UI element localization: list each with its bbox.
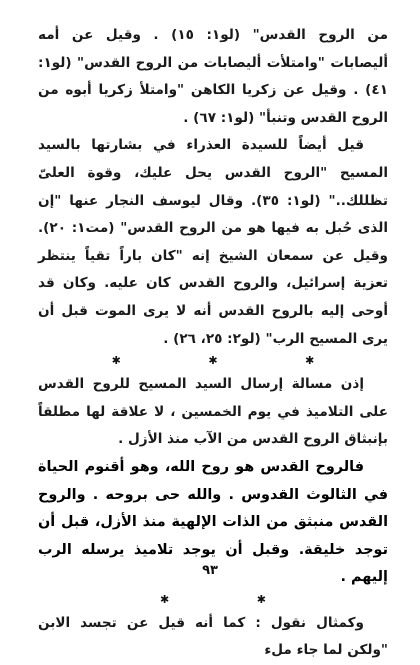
paragraph-holy-spirit-doctrine: فالروح القدس هو روح الله، وهو أقنوم الحياة في الثالوث القدوس . والله حى بروحه . والروح القدس منبثق من الذات الإلهية منذ الأزل، قبل أن توجد خليقة. وقبل أن يوجد تلاميذ يرسله الرب إليهم . [38,458,388,586]
page-number: ٩٣ [202,563,218,578]
paragraph-annunciation: قيل أيضاً للسيدة العذراء في بشارتها بالسيد المسيح "الروح القدس يحل عليك، وقوة العلىّ تظللك.." (لو١: ٣٥). وقال ليوسف النجار عنها "إن الذى حُبل به فيها هو من الروح القدس" (مت١: ٢٠). وقيل عن سمعان الشيخ إنه "كان باراً تقياً ينتظر تعزية إسرائيل، والروح القدس كان عليه. وكان قد أوحى إليه بالروح القدس أنه لا يرى الموت قبل أن يرى المسيح الرب" (لو٢: ٢٥، ٢٦) . [38,137,389,347]
paragraph-incarnation-example: وكمثال نقول : كما أنه قيل عن تجسد الابن "ولكن لما جاء ملء [38,614,388,659]
paragraph-forerunner-filled: من الروح القدس" (لو١: ١٥) . وقيل عن أمه أليصابات "وامتلأت أليصابات من الروح القدس" (لو١: ٤١) . وقيل عن زكريا الكاهن "وامتلأ زكريا أبوه من الروح القدس وتنبأ" (لو١: ٦٧) . [38,27,388,126]
section-separator-stars: ✱ ✱ ✱ [111,354,357,368]
document-page [38,22,389,659]
section-separator-stars-2: ✱ ✱ [160,592,308,606]
paragraph-pentecost-sending: إذن مسالة إرسال السيد المسيح للروح القدس على التلاميذ في يوم الخمسين ، لا علاقة لها مطلقاً بإنبثاق الروح القدس من الآب منذ الأزل . [38,376,388,448]
